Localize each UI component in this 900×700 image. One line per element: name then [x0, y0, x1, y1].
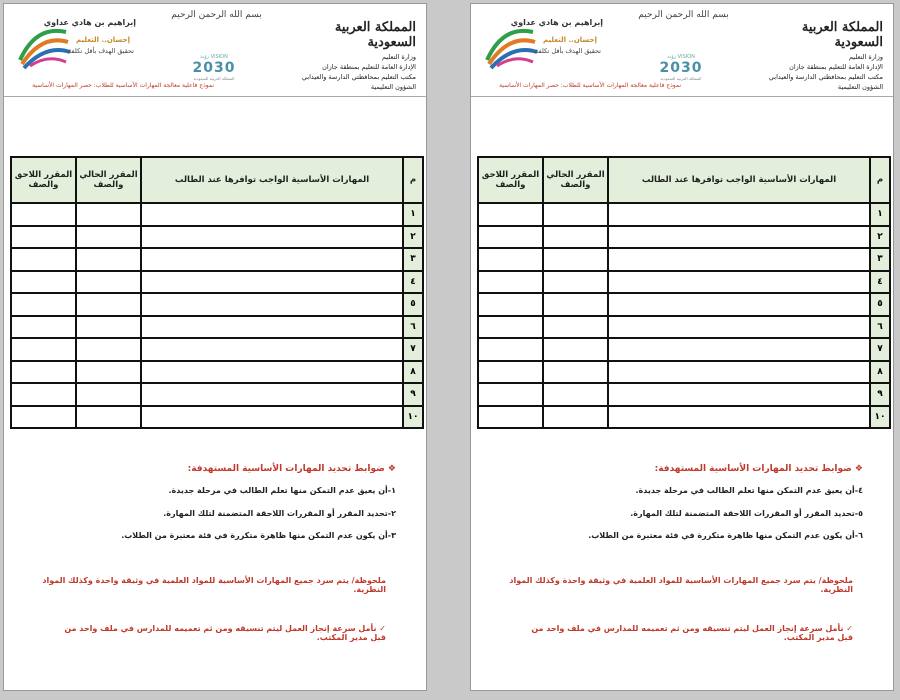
document-page-right	[470, 3, 894, 691]
table-row: ٤	[11, 271, 423, 294]
col-header-next: المقرر اللاحق والصف	[11, 157, 76, 203]
vision-2030-logo: VISION رؤية 2030 المملكة العربية السعودية	[659, 54, 703, 81]
table-row: ١	[11, 203, 423, 226]
basmala: بسم الله الرحمن الرحيم	[171, 10, 262, 20]
rules-title: ❖ ضوابط تحديد المهارات الأساسية المستهدفة:	[654, 464, 863, 474]
table-row: ٩	[478, 383, 890, 406]
subject-line: نموذج فاعلية معالجة المهارات الأساسية للطلاب: حصر المهارات الأساسية	[32, 82, 214, 89]
admin-line: الإدارة العامة للتعليم بمنطقة جازان	[322, 63, 416, 71]
admin-line: الإدارة العامة للتعليم بمنطقة جازان	[789, 63, 883, 71]
divider	[4, 96, 426, 97]
kingdom-title: المملكة العربية السعودية	[801, 20, 883, 50]
table-row: ٩	[11, 383, 423, 406]
table-row: ٢	[478, 226, 890, 249]
ministry-line: وزارة التعليم	[381, 53, 416, 61]
swirl-logo-icon	[16, 20, 71, 70]
document-page-left	[3, 3, 427, 691]
table-row: ١٠	[478, 406, 890, 429]
table-row: ٢	[11, 226, 423, 249]
rule-item: ٦-أن يكون عدم التمكن منها ظاهرة متكررة في فئة معتبرة من الطلاب.	[588, 531, 863, 540]
remark-note: ملحوظة/ يتم سرد جميع المهارات الأساسية للمواد العلمية في وثيقة واحدة وكذلك المواد النظرية.	[509, 576, 853, 594]
ehsan-logo: إبراهيم بن هادي عداوي إحسان.. التعليم تحقيق الهدف بأقل تكلفة	[483, 18, 603, 70]
rule-item: ٥-تحديد المقرر أو المقررات اللاحقة المتضمنة لتلك المهارة.	[630, 509, 863, 518]
col-header-skills: المهارات الأساسية الواجب توافرها عند الطالب	[608, 157, 870, 203]
ministry-line: وزارة التعليم	[848, 53, 883, 61]
dept-line: الشؤون التعليمية	[370, 83, 416, 91]
subject-line: نموذج فاعلية معالجة المهارات الأساسية للطلاب: حصر المهارات الأساسية	[499, 82, 681, 89]
table-row: ٨	[478, 361, 890, 384]
rule-item: ٣-أن يكون عدم التمكن منها ظاهرة متكررة في فئة معتبرة من الطلاب.	[121, 531, 396, 540]
table-row: ٣	[11, 248, 423, 271]
col-header-current: المقرر الحالي والصف	[76, 157, 141, 203]
dept-line: الشؤون التعليمية	[837, 83, 883, 91]
office-line: مكتب التعليم بمحافظتي الدارسة والعيدابي	[768, 73, 883, 81]
letterhead	[753, 20, 883, 92]
table-row: ٦	[11, 316, 423, 339]
basmala: بسم الله الرحمن الرحيم	[638, 10, 729, 20]
table-row: ٣	[478, 248, 890, 271]
table-row: ٥	[11, 293, 423, 316]
table-row: ٤	[478, 271, 890, 294]
rules-title: ❖ ضوابط تحديد المهارات الأساسية المستهدفة:	[187, 464, 396, 474]
office-line: مكتب التعليم بمحافظتي الدارسة والعيدابي	[301, 73, 416, 81]
vision-2030-logo: VISION رؤية 2030 المملكة العربية السعودية	[192, 54, 236, 81]
skills-table	[10, 156, 424, 429]
remark-note: ملحوظة/ يتم سرد جميع المهارات الأساسية للمواد العلمية في وثيقة واحدة وكذلك المواد النظرية.	[42, 576, 386, 594]
table-row: ١٠	[11, 406, 423, 429]
table-row: ١	[478, 203, 890, 226]
letterhead	[286, 20, 416, 92]
rule-item: ٢-تحديد المقرر أو المقررات اللاحقة المتضمنة لتلك المهارة.	[163, 509, 396, 518]
table-row: ٧	[478, 338, 890, 361]
col-header-skills: المهارات الأساسية الواجب توافرها عند الطالب	[141, 157, 403, 203]
ehsan-logo: إبراهيم بن هادي عداوي إحسان.. التعليم تحقيق الهدف بأقل تكلفة	[16, 18, 136, 70]
table-row: ٧	[11, 338, 423, 361]
col-header-number: م	[870, 157, 890, 203]
kingdom-title: المملكة العربية السعودية	[334, 20, 416, 50]
skills-table	[477, 156, 891, 429]
divider	[471, 96, 893, 97]
col-header-next: المقرر اللاحق والصف	[478, 157, 543, 203]
table-row: ٨	[11, 361, 423, 384]
swirl-logo-icon	[483, 20, 538, 70]
request-note: ✓ نأمل سرعة إنجاز العمل ليتم تنسيقه ومن ثم تعميمه للمدارس في ملف واحد من قبل مدير المكتب.	[64, 624, 386, 642]
request-note: ✓ نأمل سرعة إنجاز العمل ليتم تنسيقه ومن ثم تعميمه للمدارس في ملف واحد من قبل مدير المكتب.	[531, 624, 853, 642]
col-header-number: م	[403, 157, 423, 203]
rule-item: ٤-أن يعيق عدم التمكن منها تعلم الطالب في مرحلة جديدة.	[635, 486, 863, 495]
col-header-current: المقرر الحالي والصف	[543, 157, 608, 203]
table-row: ٦	[478, 316, 890, 339]
table-row: ٥	[478, 293, 890, 316]
rule-item: ١-أن يعيق عدم التمكن منها تعلم الطالب في مرحلة جديدة.	[168, 486, 396, 495]
